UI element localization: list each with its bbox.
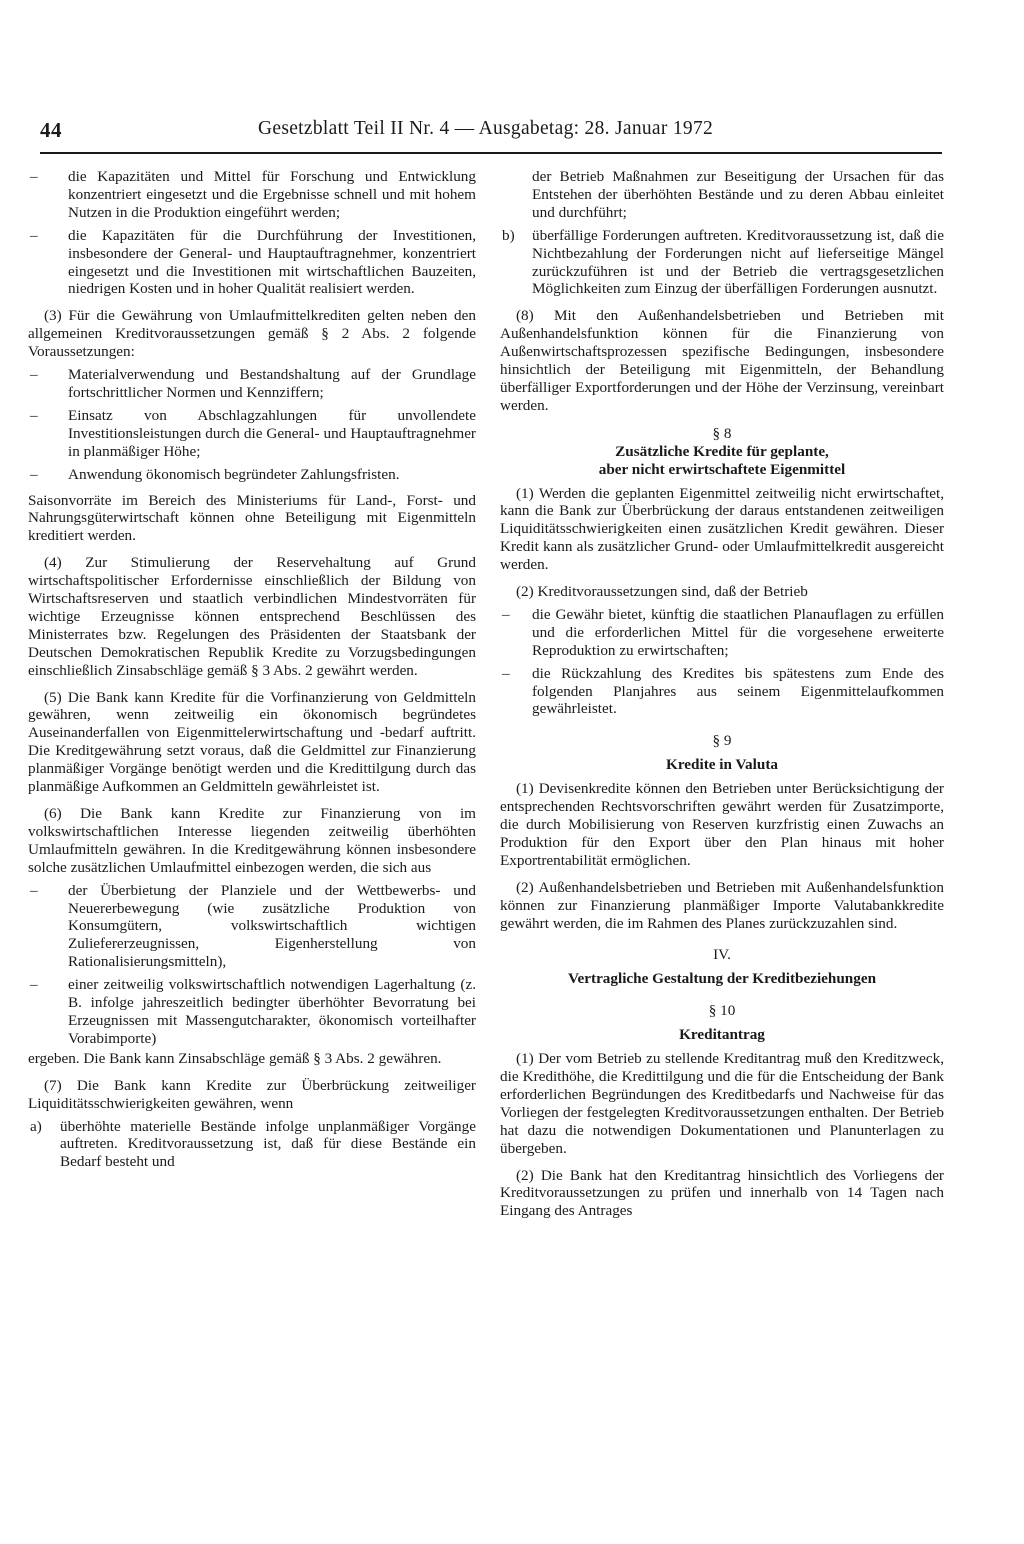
- section-title: Kreditantrag: [679, 1026, 765, 1044]
- paragraph-5: (5) Die Bank kann Kredite für die Vorfinanzierung von Geldmitteln gewähren, wenn zeitweilig ein ökonomisch begründetes Auseinanderfallen von Eigenmittelerwirtschaftung und -bedarf auftritt. Die Kreditgewährung setzt voraus, daß die Geldmittel zur Finanzierung planmäßiger Vorgänge benötigt werden und die Kredittilgung durch das planmäßige Aufkommen an Geldmitteln gewährleistet ist.: [28, 688, 476, 796]
- section-title: Kredite in Valuta: [666, 756, 778, 774]
- paragraph: (2) Die Bank hat den Kreditantrag hinsichtlich des Vorliegens der Kreditvoraussetzungen zu prüfen und innerhalb von 14 Tagen nach Eingang des Antrages: [500, 1166, 944, 1220]
- paragraph-7: (7) Die Bank kann Kredite zur Überbrückung zeitweiliger Liquiditätsschwierigkeiten gewähren, wenn: [28, 1076, 476, 1112]
- list-item: – die Rückzahlung des Kredites bis spätestens zum Ende des folgenden Planjahres aus seinem Eigenmittelaufkommen gewährleistet.: [502, 664, 944, 718]
- paragraph-3: (3) Für die Gewährung von Umlaufmittelkrediten gelten neben den allgemeinen Kreditvoraussetzungen gemäß § 2 Abs. 2 folgende Voraussetzungen:: [28, 307, 476, 361]
- gazette-title: Gesetzblatt Teil II Nr. 4 — Ausgabetag: 28. Januar 1972: [258, 118, 714, 139]
- part-title: Vertragliche Gestaltung der Kreditbeziehungen: [567, 970, 877, 988]
- paragraph-3-tail: Saisonvorräte im Bereich des Ministeriums für Land-, Forst- und Nahrungsgüterwirtschaft können ohne Beteiligung mit Eigenmitteln kreditiert werden.: [28, 491, 476, 545]
- paragraph: (1) Werden die geplanten Eigenmittel zeitweilig nicht erwirtschaftet, kann die Bank zur Überbrückung der daraus entstandenen zeitweiligen Liquiditätsschwierigkeiten einen zusätzlichen Kredit gewähren. Dieser Kredit kann als zusätzlicher Grund- oder Umlaufmittelkredit ausgereicht werden.: [500, 484, 944, 574]
- section-number: § 10: [708, 1002, 736, 1020]
- paragraph: (2) Kreditvoraussetzungen sind, daß der Betrieb: [516, 583, 808, 601]
- page-header: [40, 118, 942, 154]
- list-item: a) überhöhte materielle Bestände infolge unplanmäßiger Vorgänge auftreten. Kreditvoraussetzung ist, daß für diese Bestände ein Bedarf besteht und: [30, 1117, 476, 1171]
- section-title: aber nicht erwirtschaftete Eigenmittel: [598, 460, 846, 478]
- paragraph: (1) Der vom Betrieb zu stellende Kreditantrag muß den Kreditzweck, die Kredithöhe, die Kredittilgung und die für die Entscheidung der Bank erforderlichen Begründungen des Kreditbedarfs und Nachweise für das Vorliegen der festgelegten Kreditvoraussetzungen enthalten. Der Betrieb hat dazu die notwendigen Dokumentationen und Planunterlagen zu übergeben.: [500, 1050, 944, 1157]
- list-item: – die Kapazitäten und Mittel für Forschung und Entwicklung konzentriert eingesetzt und die Ergebnisse schnell und mit hohem Nutzen in die Produktion eingeführt werden;: [30, 168, 476, 221]
- paragraph-8: (8) Mit den Außenhandelsbetrieben und Betrieben mit Außenhandelsfunktion können für die Finanzierung von Außenwirtschaftsprozessen spezifische Bedingungen, insbesondere hinsichtlich der Beteiligung mit Eigenmitteln, der Behandlung überfälliger Exportforderungen und der Höhe der Verzinsung, vereinbart werden.: [500, 307, 944, 414]
- list-item: – Einsatz von Abschlagzahlungen für unvollendete Investitionsleistungen durch die General- und Hauptauftragnehmer in planmäßiger Höhe;: [30, 406, 476, 460]
- list-item: – der Überbietung der Planziele und der Wettbewerbs- und Neuererbewegung (wie zusätzliche Produktion von Konsumgütern, volkswirtschaftlich wichtigen Zuliefererzeugnissen, Eigenherstellung von Rationalisierungsmitteln),: [30, 881, 476, 971]
- section-title: Zusätzliche Kredite für geplante,: [615, 442, 829, 460]
- section-number: § 8: [712, 424, 732, 442]
- list-item: – Materialverwendung und Bestandshaltung auf der Grundlage fortschrittlicher Normen und Kennziffern;: [30, 366, 476, 401]
- list-item: – die Kapazitäten für die Durchführung der Investitionen, insbesondere der General- und Hauptauftragnehmer, konzentriert eingesetzt und die Investitionen mit wirtschaftlichen Bauzeiten, niedrigen Kosten und in hoher Qualität realisiert werden.: [30, 226, 476, 298]
- left-column: [28, 168, 476, 1171]
- paragraph: (2) Außenhandelsbetrieben und Betrieben mit Außenhandelsfunktion können zur Finanzierung planmäßiger Importe Valutabankkredite gewährt werden, die im Rahmen des Planes zurückzuzahlen sind.: [500, 878, 944, 932]
- list-item: b) überfällige Forderungen auftreten. Kreditvoraussetzung ist, daß die Nichtbezahlung der Forderungen nicht auf lieferseitige Mängel zurückzuführen ist und der Betrieb die vertragsgesetzlichen Möglichkeiten zum Einzug der überfälligen Forderungen ausnutzt.: [502, 226, 944, 298]
- part-number: IV.: [713, 946, 731, 964]
- list-item: – einer zeitweilig volkswirtschaftlich notwendigen Lagerhaltung (z. B. infolge jahreszeitlich bedingter überhöhter Bevorratung bei Erzeugnissen mit Massengutcharakter, ökonomisch vorteilhafter Vorabimporte): [30, 976, 476, 1047]
- list-item: – die Gewähr bietet, künftig die staatlichen Planauflagen zu erfüllen und die erforderlichen Mittel für die vorgesehene erweiterte Reproduktion zu erwirtschaften;: [502, 605, 944, 659]
- paragraph-6-tail: ergeben. Die Bank kann Zinsabschläge gemäß § 3 Abs. 2 gewähren.: [28, 1049, 442, 1067]
- page-number: 44: [40, 118, 62, 142]
- right-column: [500, 168, 944, 1220]
- paragraph-7a-continued: der Betrieb Maßnahmen zur Beseitigung der Ursachen für das Entstehen der überhöhten Bestände und zu deren Abbau einleitet und durchführt;: [532, 168, 944, 221]
- paragraph-6: (6) Die Bank kann Kredite zur Finanzierung von im volkswirtschaftlichen Interesse liegenden zeitweilig überhöhten Umlaufmitteln gewähren. In die Kreditgewährung können insbesondere solche zusätzlichen Umlaufmittel einbezogen werden, die sich aus: [28, 805, 476, 876]
- section-number: § 9: [712, 732, 732, 750]
- paragraph: (1) Devisenkredite können den Betrieben unter Berücksichtigung der entsprechenden Rechtsvorschriften gewährt werden für Zusatzimporte, die durch Mobilisierung von Reserven kurzfristig einen Zuwachs an Produktion für den Export über den Plan hinaus mit hoher Exportrentabilität ermöglichen.: [500, 780, 944, 869]
- paragraph-4: (4) Zur Stimulierung der Reservehaltung auf Grund wirtschaftspolitischer Erfordernisse einschließlich der Bildung von Wirtschaftsreserven und staatlich verbindlichen Mindestvorräten für wichtige Erzeugnisse können entsprechend Beschlüssen des Ministerrates bzw. Regelungen des Präsidenten der Staatsbank der Deutschen Demokratischen Republik Kredite zu Vorzugsbedingungen einschließlich Zinsabschläge gemäß § 3 Abs. 2 gewährt werden.: [28, 554, 476, 679]
- list-item: – Anwendung ökonomisch begründeter Zahlungsfristen.: [30, 465, 400, 483]
